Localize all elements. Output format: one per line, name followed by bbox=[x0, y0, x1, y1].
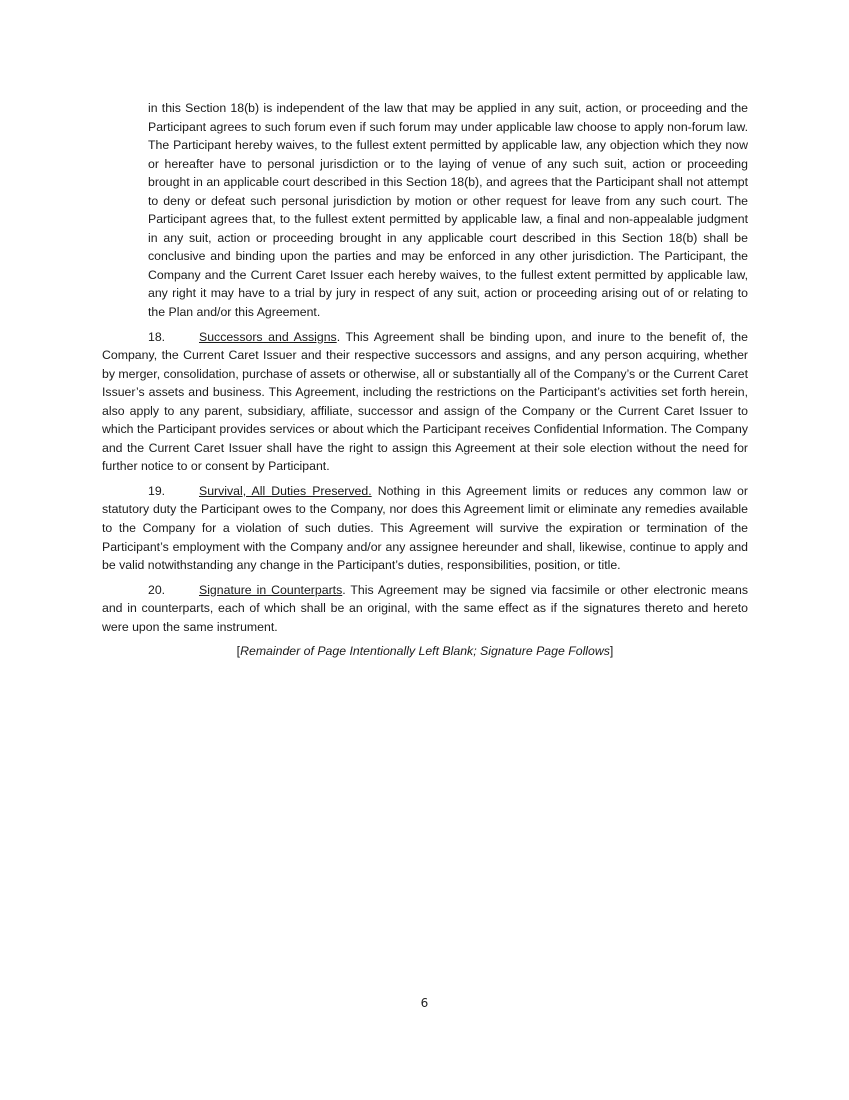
section-heading: Survival, All Duties Preserved. bbox=[199, 483, 372, 498]
document-body bbox=[102, 99, 748, 661]
closing-note-text: Remainder of Page Intentionally Left Blank; Signature Page Follows bbox=[240, 644, 610, 659]
section-text: Nothing in this Agreement limits or reduces any common law or statutory duty the Participant owes to the Company, nor does this Agreement limit or eliminate any remedies available to the Company for a violation of such duties. This Agreement will survive the expiration or termination of the Participant’s employment with the Company and/or any assignee hereunder and shall, likewise, continue to apply and be valid notwithstanding any change in the Participant’s duties, responsibilities, position, or title. bbox=[102, 483, 748, 573]
section-20 bbox=[102, 581, 748, 637]
section-heading-punct: . bbox=[342, 582, 346, 597]
section-number: 19. bbox=[148, 483, 166, 498]
section-heading: Successors and Assigns bbox=[199, 329, 337, 344]
section-text: This Agreement may be signed via facsimile or other electronic means and in counterparts, each of which shall be an original, with the same effect as if the signatures thereto and hereto were upon the same instrument. bbox=[102, 582, 748, 634]
section-number: 20. bbox=[148, 582, 166, 597]
continuation-text: in this Section 18(b) is independent of the law that may be applied in any suit, action, or proceeding and the Participant agrees to such forum even if such forum may under applicable law choose to apply non-forum law. The Participant hereby waives, to the fullest extent permitted by applicable law, any objection which they now or hereafter have to personal jurisdiction or to the laying of venue of any such suit, action or proceeding brought in an applicable court described in this Section 18(b), and agrees that the Participant shall not attempt to deny or defeat such personal jurisdiction by motion or other request for leave from any such court. The Participant agrees that, to the fullest extent permitted by applicable law, a final and non-appealable judgment in any suit, action or proceeding brought in any applicable court described in this Section 18(b) shall be conclusive and binding upon the parties and may be enforced in any other jurisdiction. The Participant, the Company and the Current Caret Issuer each hereby waives, to the fullest extent permitted by applicable law, any right it may have to a trial by jury in respect of any suit, action or proceeding arising out of or relating to the Plan and/or this Agreement. bbox=[148, 101, 748, 320]
closing-note bbox=[102, 642, 748, 661]
section-18b-continuation bbox=[148, 99, 748, 322]
section-heading-punct: . bbox=[336, 329, 341, 344]
section-heading: Signature in Counterparts bbox=[199, 582, 343, 597]
section-number: 18. bbox=[148, 329, 166, 344]
closing-close-bracket: ] bbox=[609, 644, 614, 659]
section-18 bbox=[102, 328, 748, 476]
closing-open-bracket: [ bbox=[236, 644, 241, 659]
section-19 bbox=[102, 482, 748, 575]
section-text: This Agreement shall be binding upon, and inure to the benefit of, the Company, the Current Caret Issuer and their respective successors and assigns, and any person acquiring, whether by merger, consolidation, purchase of assets or otherwise, all or substantially all of the Company’s or the Current Caret Issuer’s assets and business. This Agreement, including the restrictions on the Participant’s activities set forth herein, also apply to any parent, subsidiary, affiliate, successor and assign of the Company or the Current Caret Issuer to which the Participant provides services or about which the Participant receives Confidential Information. The Company and the Current Caret Issuer shall have the right to assign this Agreement at their sole election without the need for further notice to or consent by Participant. bbox=[102, 329, 748, 474]
page-number: 6 bbox=[420, 996, 429, 1010]
